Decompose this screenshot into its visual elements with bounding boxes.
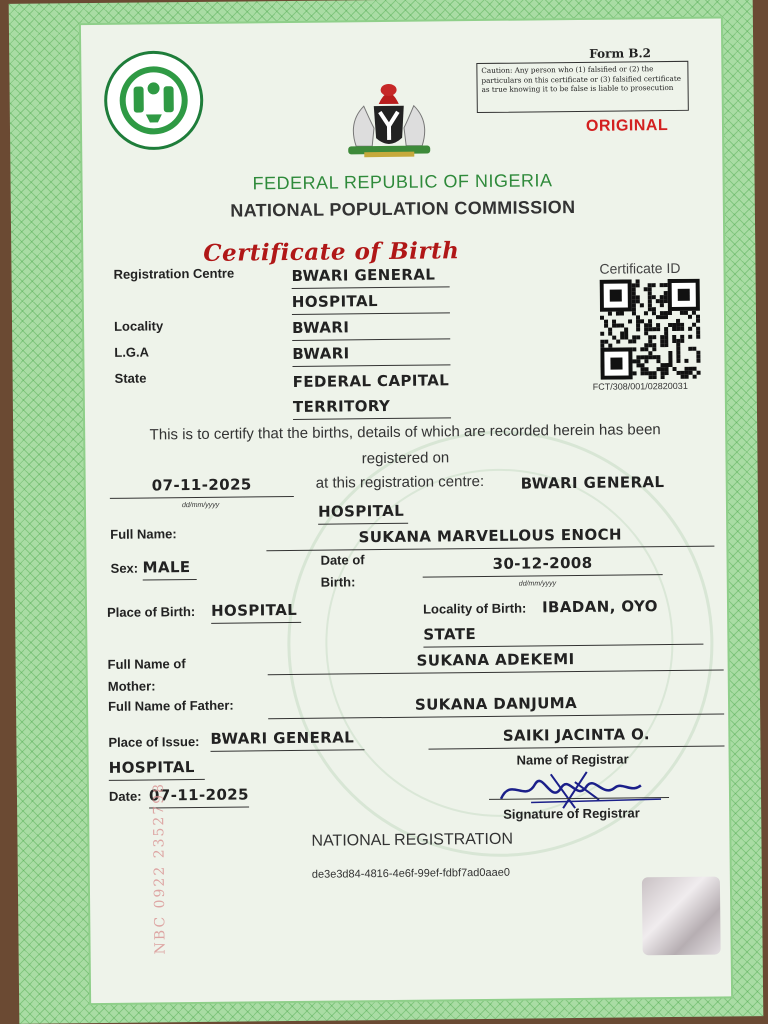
place-of-issue-label: Place of Issue: <box>108 733 200 750</box>
serial-number: NBC 0922 2352798 <box>150 781 169 955</box>
republic-heading: FEDERAL REPUBLIC OF NIGERIA <box>252 170 553 194</box>
mother-label: Mother: <box>107 678 156 694</box>
registration-centre-value-2: HOSPITAL <box>292 291 450 315</box>
registration-centre-label: Registration Centre <box>113 265 235 282</box>
national-registration-heading: NATIONAL REGISTRATION <box>311 830 514 850</box>
certificate-title: Certificate of Birth <box>203 237 460 267</box>
registration-centre-statement: at this registration centre: <box>315 472 485 492</box>
sex-value: MALE <box>142 558 196 581</box>
date-of-label: Date of <box>320 552 365 568</box>
commission-heading: NATIONAL POPULATION COMMISSION <box>230 197 576 221</box>
date-of-birth-value: 30-12-2008 <box>422 553 662 578</box>
certificate-id-label: Certificate ID <box>599 259 681 277</box>
state-value-2: TERRITORY <box>293 396 451 420</box>
locality-of-birth-value: IBADAN, OYO <box>541 597 658 617</box>
state-label: State <box>114 370 147 386</box>
centre-value-2: HOSPITAL <box>318 502 408 525</box>
registered-date-value: 07-11-2025 <box>110 475 294 499</box>
mother-name-value: SUKANA ADEKEMI <box>267 648 723 675</box>
place-of-birth-label: Place of Birth: <box>106 604 196 620</box>
father-name-value: SUKANA DANJUMA <box>268 692 724 719</box>
father-label: Full Name of Father: <box>107 697 234 714</box>
certify-statement: This is to certify that the births, details of which are recorded herein has been <box>149 421 661 444</box>
caution-box: Caution: Any person who (1) falsified or (2) the particulars on this certificate or (3) falsified certificate as true knowing it to be false is liable to prosecution <box>476 61 689 113</box>
sex-label: Sex: <box>110 560 139 576</box>
certificate-border <box>9 0 764 1024</box>
issue-date-label: Date: <box>108 788 142 804</box>
place-of-issue-value-2: HOSPITAL <box>109 758 205 781</box>
locality-of-birth-label: Locality of Birth: <box>422 600 527 617</box>
locality-value: BWARI <box>292 317 450 341</box>
hologram-seal <box>642 877 721 956</box>
locality-of-birth-value-2: STATE <box>423 623 703 648</box>
registrar-name-value: SAIKI JACINTA O. <box>428 724 724 749</box>
birth-label: Birth: <box>320 574 356 590</box>
issue-date-value: 07-11-2025 <box>149 785 249 808</box>
lga-value: BWARI <box>292 343 450 367</box>
coat-of-arms-icon <box>333 75 444 158</box>
centre-value: BWARI GENERAL <box>520 473 665 493</box>
registration-uuid: de3e3d84-4816-4e6f-99ef-fdbf7ad0aae0 <box>311 866 511 881</box>
dob-format-hint: dd/mm/yyyy <box>518 580 557 588</box>
certify-statement-2: registered on <box>361 449 450 468</box>
place-of-issue-value: BWARI GENERAL <box>210 728 364 752</box>
name-of-registrar-label: Name of Registrar <box>516 751 629 768</box>
locality-label: Locality <box>113 318 164 334</box>
lga-label: L.G.A <box>114 344 150 360</box>
full-name-label: Full Name: <box>110 526 177 542</box>
registration-centre-value: BWARI GENERAL <box>291 265 449 289</box>
certificate-body <box>81 18 731 1003</box>
original-stamp: ORIGINAL <box>585 117 669 135</box>
full-name-value: SUKANA MARVELLOUS ENOCH <box>266 525 714 552</box>
signature-of-registrar-label: Signature of Registrar <box>503 805 640 822</box>
certificate-id-value: FCT/308/001/02820031 <box>592 380 688 392</box>
date-format-hint: dd/mm/yyyy <box>181 501 220 510</box>
qr-code-icon <box>600 279 705 380</box>
form-number: Form B.2 <box>589 46 652 61</box>
place-of-birth-value: HOSPITAL <box>211 601 301 624</box>
full-name-of-label: Full Name of <box>107 656 186 672</box>
npc-logo-icon <box>101 48 206 153</box>
state-value: FEDERAL CAPITAL <box>292 371 450 391</box>
